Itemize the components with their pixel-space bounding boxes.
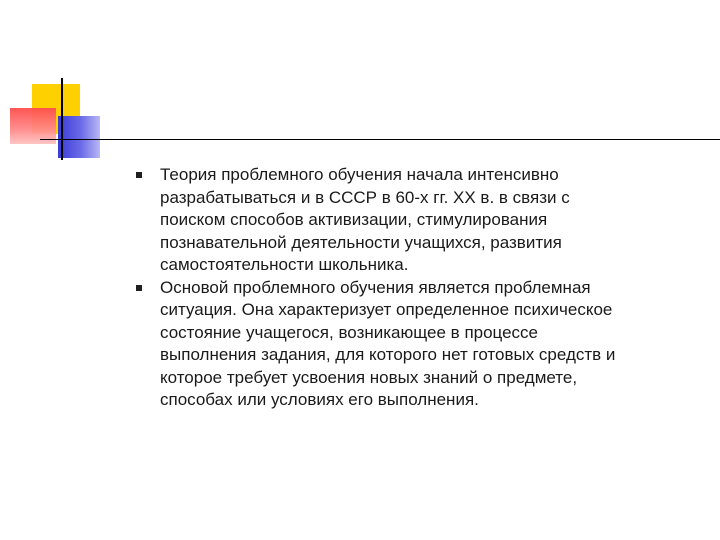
bullet-2-line: выполнения задания, для которого нет готовых средств и [160,345,616,364]
bullet-2-line: которое требует усвоения новых знаний о предмете, [160,367,578,387]
bullet-text-1 [160,164,702,277]
bullet-1-line: поиском способов активизации, стимулирования [160,210,548,229]
bullet-2-line: способах или условиях его выполнения. [160,390,479,409]
square-bullet-icon [136,285,142,291]
title-divider-line [40,139,720,140]
bullet-list [132,164,702,412]
bullet-2-line: Основой проблемного обучения является проблемная [160,277,591,297]
bullet-text-2 [160,277,702,412]
bullet-item-1 [132,164,702,277]
bullet-2-line: ситуация. Она характеризует определенное психическое [160,300,613,319]
bullet-2-line: состояние учащегося, возникающее в процессе [160,322,539,342]
bullet-1-line: самостоятельности школьника. [160,255,409,274]
logo-vertical-line [61,78,63,160]
bullet-1-line: познавательной деятельности учащихся, развития [160,232,562,252]
square-bullet-icon [136,172,142,178]
bullet-1-line: разрабатываться и в СССР в 60-х гг. XX в. в связи с [160,187,570,207]
bullet-1-line: Теория проблемного обучения начала интенсивно [160,165,559,184]
bullet-item-2 [132,277,702,412]
logo-blue-square [58,116,100,158]
